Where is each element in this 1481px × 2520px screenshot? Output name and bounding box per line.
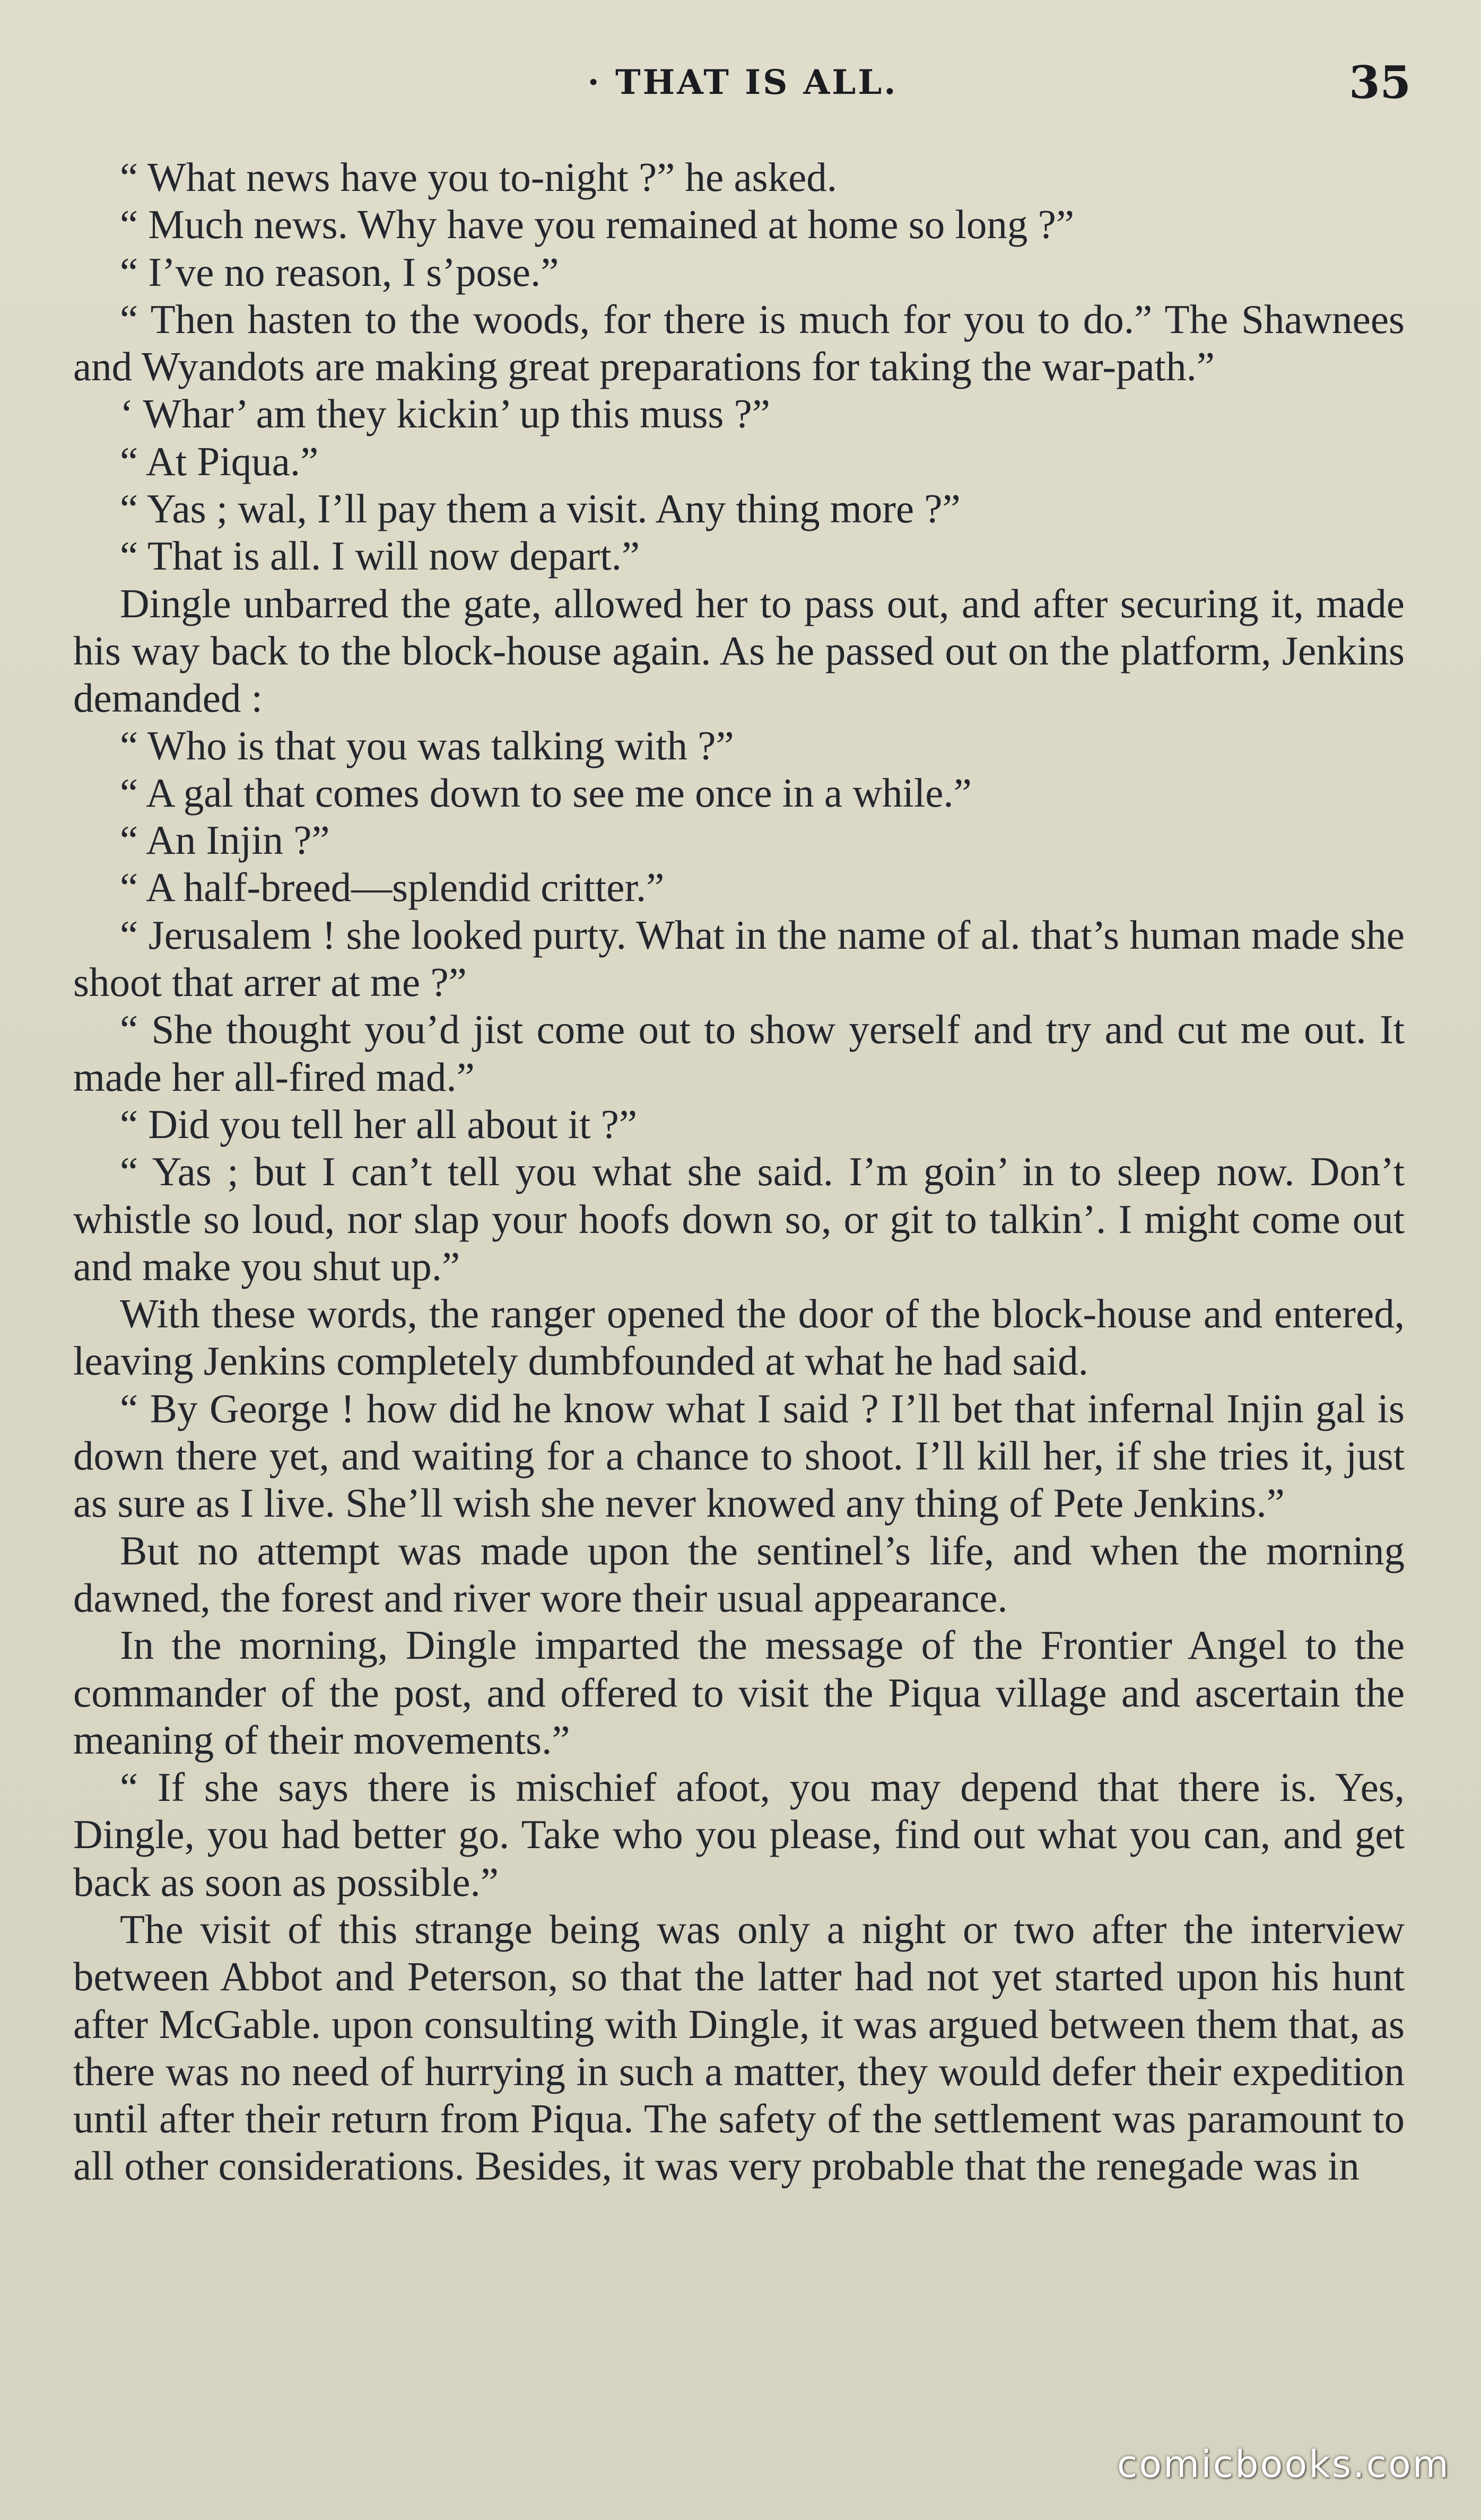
body-text — [73, 154, 1405, 2190]
paragraph: “ I’ve no reason, I s’pose.” — [120, 249, 559, 295]
paragraph: ‘ Whar’ am they kickin’ up this muss ?” — [120, 391, 770, 437]
paragraph: “ Then hasten to the woods, for there is much for you to do.” The Shawnees and Wyandots are making great preparations for taking the war-path.” — [73, 296, 1405, 390]
paragraph: But no attempt was made upon the sentinel’s life, and when the morning dawned, the forest and river wore their usual appearance. — [73, 1527, 1405, 1621]
paragraph: “ Yas ; wal, I’ll pay them a visit. Any thing more ?” — [120, 486, 961, 532]
paragraph: “ Did you tell her all about it ?” — [120, 1101, 638, 1147]
paragraph: “ At Piqua.” — [120, 438, 319, 484]
watermark: comicbooks.com — [1117, 2443, 1450, 2486]
paragraph: “ Jerusalem ! she looked purty. What in the name of al. that’s human made she shoot that arrer at me ?” — [73, 912, 1405, 1005]
paragraph: Dingle unbarred the gate, allowed her to pass out, and after securing it, made his way back to the block-house again. As he passed out on the platform, Jenkins demanded : — [73, 580, 1405, 721]
paragraph: “ Who is that you was talking with ?” — [120, 722, 734, 768]
page-header — [74, 56, 1411, 121]
paragraph: “ What news have you to-night ?” he asked. — [120, 154, 838, 200]
paragraph: In the morning, Dingle imparted the message of the Frontier Angel to the commander of the post, and offered to visit the Piqua village and ascertain the meaning of their movements.” — [73, 1622, 1405, 1763]
paragraph: “ If she says there is mischief afoot, you may depend that there is. Yes, Dingle, you had better go. Take who you please, find out what you can, and get back as soon as possible.” — [73, 1764, 1405, 1905]
paragraph: The visit of this strange being was only a night or two after the interview between Abbot and Peterson, so that the latter had not yet started upon his hunt after McGable. upon consulting with Dingle, it was argued between them that, as there was no need of hurrying in such a matter, they would defer their expedition until after their return from Piqua. The safety of the settlement was paramount to all other considerations. Besides, it was very probable that the renegade was in — [73, 1906, 1405, 2189]
paragraph: “ A gal that comes down to see me once in a while.” — [120, 769, 972, 816]
paragraph: “ Much news. Why have you remained at home so long ?” — [120, 202, 1075, 248]
paragraph: “ By George ! how did he know what I said ? I’ll bet that infernal Injin gal is down there yet, and waiting for a chance to shoot. I’ll kill her, if she tries it, just as sure as I live. She’ll wish she never knowed any thing of Pete Jenkins.” — [73, 1385, 1405, 1526]
paragraph: “ A half-breed—splendid critter.” — [120, 864, 665, 911]
page-number: 35 — [1349, 56, 1411, 109]
paragraph: “ An Injin ?” — [120, 817, 330, 863]
paragraph: “ That is all. I will now depart.” — [120, 533, 640, 579]
paragraph: With these words, the ranger opened the door of the block-house and entered, leaving Jenkins completely dumbfounded at what he had said. — [73, 1291, 1405, 1384]
paragraph: “ She thought you’d jist come out to show yerself and try and cut me out. It made her all-fired mad.” — [73, 1007, 1405, 1100]
running-title: · THAT IS ALL. — [587, 63, 898, 102]
paragraph: “ Yas ; but I can’t tell you what she said. I’m goin’ in to sleep now. Don’t whistle so loud, nor slap your hoofs down so, or git to talkin’. I might come out and make you shut up.” — [73, 1149, 1405, 1289]
